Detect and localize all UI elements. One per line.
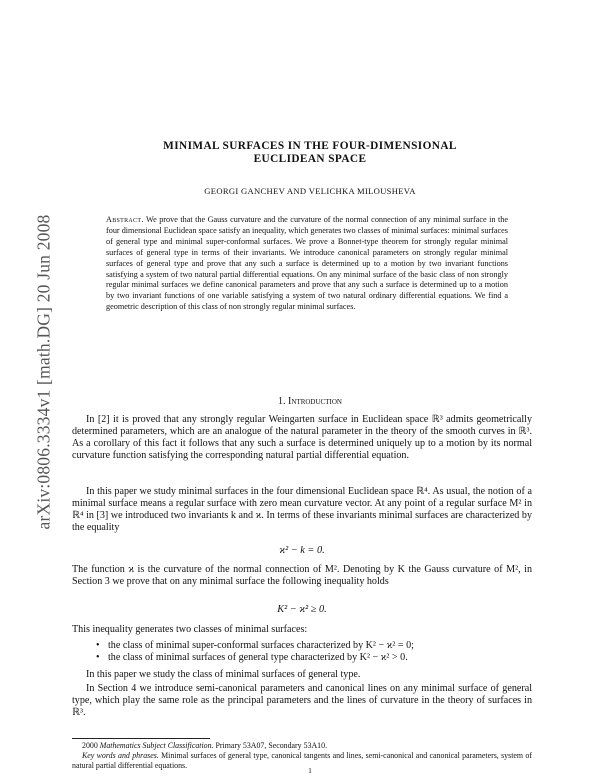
- intro-paragraph-5: In this paper we study the class of minimal surfaces of general type.: [86, 669, 361, 680]
- arxiv-identifier-stamp[interactable]: arXiv:0806.3334v1 [math.DG] 20 Jun 2008: [33, 214, 54, 530]
- title-line-2: EUCLIDEAN SPACE: [253, 153, 367, 165]
- footnote-msc-label: Mathematics Subject Classification.: [99, 741, 214, 750]
- equation-minimal-condition: ϰ² − k = 0.: [279, 545, 325, 556]
- intro-paragraph-1: In [2] it is proved that any strongly regular Weingarten surface in Euclidean space ℝ³ admits geometrically determined parameters, which are an analogue of the natural parameter in the theory of the smooth curves in ℝ³. As a corollary of this fact it follows that any such a surface is determined uniquely up to a motion by its normal curvature function satisfying the corresponding natural partial differential equation.: [72, 414, 532, 462]
- intro-paragraph-6: In Section 4 we introduce semi-canonical parameters and canonical lines on any minimal surface of general type, which play the same role as the principal parameters and the lines of curvature in the theory of surfaces in ℝ³.: [72, 683, 532, 719]
- section-number: 1.: [278, 396, 286, 407]
- equation-curvature-inequality: K² − ϰ² ≥ 0.: [277, 604, 327, 615]
- footnote-keywords-text: Minimal surfaces of general type, canonical tangents and lines, semi-canonical and canonical parameters, system of natural partial differential equations.: [72, 751, 532, 771]
- footnote-keywords-label: Key words and phrases.: [82, 751, 159, 761]
- page-number: 1: [308, 766, 312, 775]
- abstract: [106, 215, 508, 313]
- section-heading-introduction: [80, 396, 540, 407]
- footnote-msc: [72, 741, 532, 751]
- footnote-divider: [72, 738, 210, 739]
- section-title: Introduction: [288, 396, 342, 407]
- intro-paragraph-4: This inequality generates two classes of minimal surfaces:: [72, 624, 308, 635]
- list-item: • the class of minimal super-conformal surfaces characterized by K² − ϰ² = 0;: [96, 640, 526, 652]
- paper-title: [80, 140, 540, 166]
- abstract-label: Abstract.: [106, 215, 144, 224]
- list-item: • the class of minimal surfaces of general type characterized by K² − ϰ² > 0.: [96, 652, 526, 664]
- intro-paragraph-2: In this paper we study minimal surfaces in the four dimensional Euclidean space ℝ⁴. As usual, the notion of a minimal surface means a regular surface with zero mean curvature vector. At any point of a regular surface M² in ℝ⁴ in [3] we introduced two invariants k and ϰ. In terms of these invariants minimal surfaces are characterized by the equality: [72, 486, 532, 534]
- title-line-1: MINIMAL SURFACES IN THE FOUR-DIMENSIONAL: [163, 140, 457, 152]
- footnote-msc-year: 2000: [82, 741, 98, 750]
- intro-paragraph-3: The function ϰ is the curvature of the normal connection of M². Denoting by K the Gauss curvature of M², in Section 3 we prove that on any minimal surface the following inequality holds: [72, 564, 532, 588]
- surface-class-list: [96, 640, 526, 664]
- author-list: GEORGI GANCHEV AND VELICHKA MILOUSHEVA: [204, 186, 416, 196]
- footnote-msc-text: Primary 53A07, Secondary 53A10.: [215, 741, 328, 750]
- abstract-text: We prove that the Gauss curvature and the curvature of the normal connection of any minimal surface in the four dimensional Euclidean space satisfy an inequality, which generates two classes of minimal surfaces: minimal surfaces of general type and minimal super-conformal surfaces. We prove a Bonnet-type theorem for strongly regular minimal surfaces of general type in terms of their invariants. We introduce canonical parameters on strongly regular minimal surfaces of general type and prove that any such a surface is determined up to a motion by two invariant functions satisfying a system of two natural partial differential equations. On any minimal surface of the basic class of non strongly regular minimal surfaces we define canonical parameters and prove that any such a surface is determined up to a motion by two invariant functions of one variable satisfying a system of two natural ordinary differential equations. We find a geometric description of this class of non strongly regular minimal surfaces.: [106, 215, 508, 312]
